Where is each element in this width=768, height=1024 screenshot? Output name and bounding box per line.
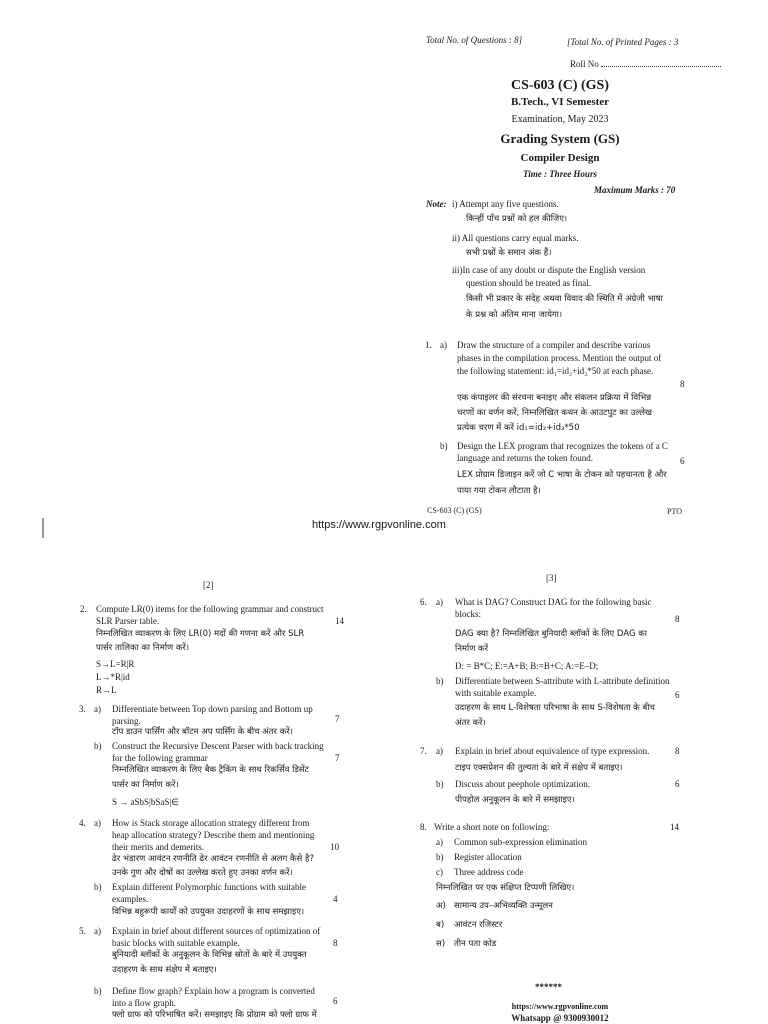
q3a-text-2: parsing. (112, 716, 141, 726)
q8-hindi-item-text: तीन पता कोड (454, 939, 497, 949)
scan-edge-mark (42, 518, 44, 538)
q8-item-a (436, 837, 587, 848)
q1b-hindi-2: पाया गया टोकन लौटाता है। (457, 486, 541, 496)
q4a-hindi-2: उनके गुण और दोषों का उल्लेख करते हुए उनका वर्णन करें। (112, 868, 293, 878)
exam-session: Examination, May 2023 (511, 114, 609, 125)
total-questions: Total No. of Questions : 8] (426, 35, 523, 45)
q8-hindi: निम्नलिखित पर एक संक्षिप्त टिप्पणी लिखिए। (436, 883, 575, 893)
roll-no (570, 58, 721, 70)
note-num: i) (452, 199, 458, 209)
q5b-text-2: into a flow graph. (112, 998, 176, 1008)
q7b-marks: 6 (675, 779, 680, 789)
note-1 (452, 199, 559, 210)
q6b-text-2: with suitable example. (455, 688, 537, 698)
q8-hindi-item-a (436, 901, 553, 912)
q7a-text: Explain in brief about equivalence of type expression. (455, 746, 650, 756)
q8-item-label: a) (436, 837, 443, 847)
q2-grammar-2: L→*R|id (96, 672, 130, 682)
q1b-text-1: Design the LEX program that recognizes the tokens of a C (457, 441, 668, 451)
q7a-hindi: टाइप एक्सप्रेशन की तुल्यता के बारे में संक्षेप में बताइए। (455, 763, 623, 773)
q1a-text-3: the following statement: id₁=id₂+id₃*50 at each phase. (457, 366, 654, 376)
q8-item-label: b) (436, 852, 444, 862)
footer-whatsapp: Whatsapp @ 9300930012 (511, 1013, 609, 1023)
q5b-text-1: Define flow graph? Explain how a program is converted (112, 986, 315, 996)
q6a-text-1: What is DAG? Construct DAG for the following basic (455, 597, 652, 607)
page-number-3: [3] (546, 573, 557, 583)
q5-number: 5. (79, 926, 86, 936)
q3a-label: a) (94, 704, 101, 714)
q4b-text-1: Explain different Polymorphic functions with suitable (112, 882, 307, 892)
q1a-hindi-1: एक कंपाइलर की संरचना बनाइए और संकलन प्रक्रिया में विभिन्न (457, 393, 652, 403)
note-num: iii) (452, 265, 463, 275)
q1-number: 1. (425, 340, 432, 350)
q2-hindi-1: निम्नलिखित व्याकरण के लिए LR(0) मदों की गणना करें और SLR (96, 629, 305, 639)
q1a-hindi-2: चरणों का वर्णन करें, निम्नलिखित कथन के आउटपुट का उल्लेख (457, 408, 652, 418)
note-3-hindi-1: किसी भी प्रकार के संदेह अथवा विवाद की स्थिति में अंग्रेजी भाषा (466, 294, 663, 304)
q8-item-text: Common sub-expression elimination (454, 837, 587, 847)
q6b-marks: 6 (675, 690, 680, 700)
q8-hindi-item-label: अ) (436, 901, 446, 911)
q5b-hindi: फ्लो ग्राफ को परिभाषित करें। समझाइए कि प्रोग्राम को फ्लो ग्राफ में (112, 1010, 317, 1020)
q2-marks: 14 (335, 616, 344, 626)
q5a-text-1: Explain in brief about different sources of optimization of (112, 926, 321, 936)
q4b-label: b) (94, 882, 102, 892)
q8-hindi-item-text: आवंटन रजिस्टर (454, 920, 503, 930)
q5a-label: a) (94, 926, 101, 936)
q3a-text-1: Differentiate between Top down parsing and Bottom up (112, 704, 313, 714)
q5b-marks: 6 (333, 996, 338, 1006)
q5a-marks: 8 (333, 938, 338, 948)
note-1-hindi: किन्हीं पाँच प्रश्नों को हल कीजिए। (466, 214, 568, 224)
q6b-hindi-1: उदाहरण के साथ L-विशेषता परिभाषा के साथ S-विशेषता के बीच (455, 703, 655, 713)
roll-no-label: Roll No (570, 59, 599, 69)
q1a-marks: 8 (680, 379, 685, 389)
note-3 (452, 265, 645, 276)
q1b-marks: 6 (680, 456, 685, 466)
q6a-hindi-1: DAG क्या है? निम्नलिखित बुनियादी ब्लॉकों के लिए DAG का (455, 629, 647, 639)
q1a-text-2: phases in the compilation process. Mention the output of (457, 353, 662, 363)
q8-hindi-item-text: सामान्य उप–अभिव्यक्ति उन्मूलन (454, 901, 553, 911)
q7a-marks: 8 (675, 746, 680, 756)
q4a-hindi-1: ढेर भंडारण आवंटन रणनीति ढेर आवंटन रणनीति से अलग कैसे है? (112, 854, 314, 864)
q8-hindi-item-b (436, 920, 502, 931)
q5a-text-2: basic blocks with suitable example. (112, 938, 240, 948)
q4b-hindi: विभिन्न बहुरूपी कार्यों को उपयुक्त उदाहरणों के साथ समझाइए। (112, 907, 305, 917)
q5a-hindi-2: उदाहरण के साथ संक्षेप में बताइए। (112, 965, 217, 975)
q4b-text-2: examples. (112, 894, 149, 904)
q1b-text-2: language and returns the token found. (457, 453, 593, 463)
q4a-text-3: their merits and demerits. (112, 842, 204, 852)
q8-number: 8. (420, 822, 427, 832)
q7b-text: Discuss about peephole optimization. (455, 779, 590, 789)
q7b-label: b) (436, 779, 444, 789)
subject: Compiler Design (520, 152, 600, 164)
q3-number: 3. (79, 704, 86, 714)
q3b-grammar: S → aSbS|bSaS|∈ (112, 797, 179, 807)
q4a-text-1: How is Stack storage allocation strategy different from (112, 818, 310, 828)
q3b-marks: 7 (335, 753, 340, 763)
q2-grammar-1: S→L=R|R (96, 659, 135, 669)
q6b-text-1: Differentiate between S-attribute with L-attribute definition (455, 676, 670, 686)
q3b-text-1: Construct the Recursive Descent Parser with back tracking (112, 741, 324, 751)
grading-system: Grading System (GS) (500, 131, 620, 146)
q2-hindi-2: पार्सर तालिका का निर्माण करें। (96, 643, 190, 653)
note-num: ii) (452, 233, 460, 243)
note-label: Note: (426, 199, 447, 209)
q2-number: 2. (80, 604, 87, 614)
q2-text-2: SLR Parser table. (96, 616, 160, 626)
semester: B.Tech., VI Semester (510, 96, 610, 108)
roll-no-line (601, 58, 721, 67)
end-stars: ****** (535, 982, 562, 992)
q8-item-c (436, 867, 523, 878)
q1b-hindi-1: LEX प्रोग्राम डिजाइन करें जो C भाषा के टोकन को पहचानता है और (457, 470, 667, 480)
q3b-text-2: for the following grammar (112, 753, 208, 763)
note-3-hindi-2: के प्रश्न को अंतिम माना जायेगा। (466, 310, 563, 320)
q7-number: 7. (420, 746, 427, 756)
q7a-label: a) (436, 746, 443, 756)
time: Time : Three Hours (523, 169, 597, 179)
q5b-label: b) (94, 986, 102, 996)
note-2-hindi: सभी प्रश्नों के समान अंक हैं। (466, 248, 552, 258)
total-pages: [Total No. of Printed Pages : 3 (567, 37, 679, 47)
q4a-marks: 10 (330, 842, 339, 852)
note-text: In case of any doubt or dispute the English version (462, 265, 646, 275)
q4b-marks: 4 (333, 894, 338, 904)
q8-hindi-item-c (436, 939, 496, 950)
q3b-hindi-1: निम्नलिखित व्याकरण के लिए बैक ट्रैकिंग के साथ रिकर्सिव डिसेंट (112, 765, 309, 775)
q8-hindi-item-label: ब) (436, 920, 445, 930)
note-3-line2: question should be treated as final. (466, 278, 591, 288)
q6a-marks: 8 (675, 614, 680, 624)
q6a-code: D: = B*C; E:=A+B; B:=B+C; A:=E–D; (455, 661, 599, 671)
max-marks: Maximum Marks : 70 (594, 185, 676, 195)
q3b-hindi-2: पार्सर का निर्माण करें। (112, 780, 179, 790)
q8-item-text: Register allocation (454, 852, 522, 862)
q6a-hindi-2: निर्माण करें (455, 644, 489, 654)
footer-code: CS-603 (C) (GS) (427, 506, 482, 515)
q8-marks: 14 (670, 822, 679, 832)
course-code: CS-603 (C) (GS) (511, 78, 609, 93)
q8-item-text: Three address code (454, 867, 524, 877)
footer-site[interactable]: https://www.rgpvonline.com (511, 1002, 609, 1011)
q1b-label: b) (440, 441, 448, 451)
pto: PTO (667, 507, 682, 516)
q4a-label: a) (94, 818, 101, 828)
q1a-text-1: Draw the structure of a compiler and describe various (457, 340, 651, 350)
q7b-hindi: पीपहोल अनुकूलन के बारे में समझाइए। (455, 795, 575, 805)
q4-number: 4. (79, 818, 86, 828)
q3b-label: b) (94, 741, 102, 751)
q3a-hindi: टॉप डाउन पार्सिंग और बॉटम अप पार्सिंग के बीच अंतर करें। (112, 727, 293, 737)
q8-item-b (436, 852, 522, 863)
q6-number: 6. (420, 597, 427, 607)
q8-item-label: c) (436, 867, 443, 877)
website-link[interactable]: https://www.rgpvonline.com (312, 519, 446, 531)
q4a-text-2: heap allocation strategy? Describe them and mentioning (112, 830, 315, 840)
q6a-label: a) (436, 597, 443, 607)
q1a-hindi-3: प्रत्येक चरण में करें id₁=id₂+id₃*50 (457, 423, 580, 433)
q1a-label: a) (440, 340, 447, 350)
q2-text-1: Compute LR(0) items for the following grammar and construct (96, 604, 324, 614)
note-text: All questions carry equal marks. (461, 233, 579, 243)
q8-hindi-item-label: स) (436, 939, 446, 949)
page-number-2: [2] (203, 580, 214, 590)
q8-text: Write a short note on following: (434, 822, 550, 832)
q6a-text-2: blocks: (455, 609, 481, 619)
note-text: Attempt any five questions. (459, 199, 559, 209)
note-2 (452, 233, 578, 244)
q3a-marks: 7 (335, 714, 340, 724)
q2-grammar-3: R→L (96, 685, 117, 695)
q5a-hindi-1: बुनियादी ब्लॉकों के अनुकूलन के विभिन्न स्रोतों के बारे में उपयुक्त (112, 950, 307, 960)
q6b-hindi-2: अंतर करें। (455, 718, 486, 728)
q6b-label: b) (436, 676, 444, 686)
